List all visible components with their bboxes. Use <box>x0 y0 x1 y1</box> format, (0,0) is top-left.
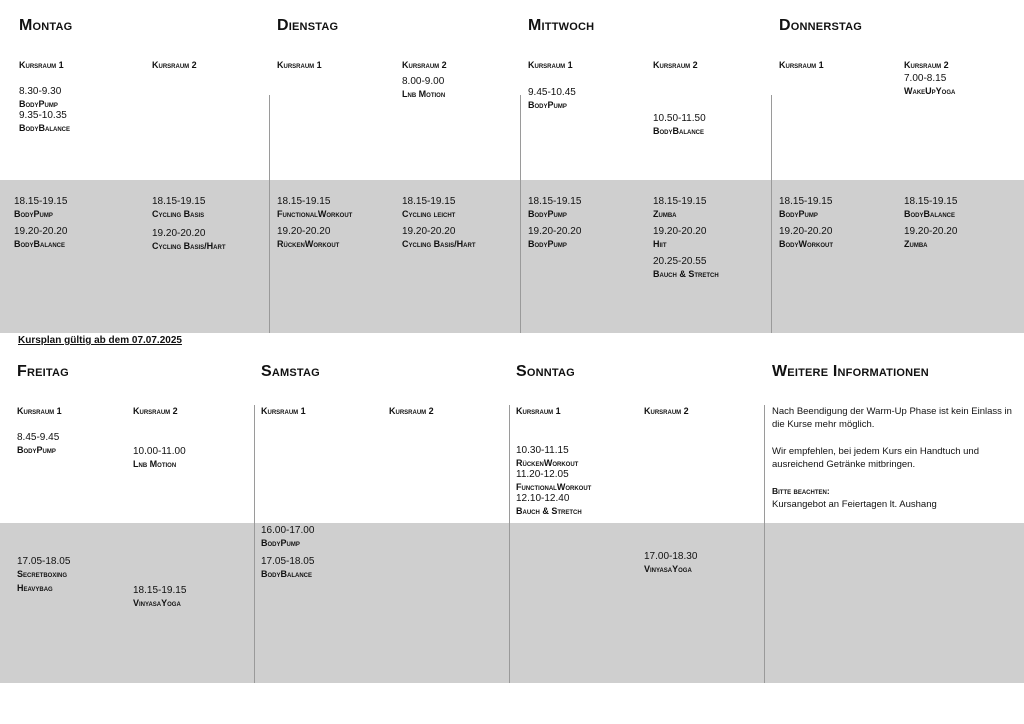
course-entry <box>14 226 67 250</box>
course-name: RückenWorkout <box>516 458 579 468</box>
course-name: Heavybag <box>17 583 53 593</box>
course-time: 9.45-10.45 <box>528 87 576 98</box>
course-name: Cycling Basis <box>152 209 205 219</box>
room-header-1: Kursraum 1 <box>277 60 322 70</box>
course-entry <box>402 76 445 100</box>
course-name: Lnb Motion <box>402 89 446 99</box>
room-header-2: Kursraum 2 <box>904 60 949 70</box>
course-entry <box>402 196 455 220</box>
course-time: 17.05-18.05 <box>261 556 315 567</box>
course-time: 19.20-20.20 <box>779 226 833 237</box>
course-name: BodyPump <box>528 100 567 110</box>
course-entry <box>528 87 576 111</box>
divider <box>269 95 270 333</box>
room-header-2: Kursraum 2 <box>402 60 447 70</box>
course-entry <box>779 226 833 250</box>
course-name: Zumba <box>653 209 677 219</box>
course-name: FunctionalWorkout <box>277 209 353 219</box>
course-entry <box>516 445 591 517</box>
course-name: Zumba <box>904 239 928 249</box>
info-towel-text: Wir empfehlen, bei jedem Kurs ein Handtuch und ausreichend Getränke mitbringen. <box>772 446 980 470</box>
course-entry <box>904 73 955 97</box>
course-entry <box>261 525 314 549</box>
course-time: 8.45-9.45 <box>17 432 60 443</box>
course-name: Secretboxing <box>17 569 68 579</box>
course-time: 10.30-11.15 <box>516 445 569 456</box>
room-header-1: Kursraum 1 <box>19 60 64 70</box>
course-entry <box>14 196 67 220</box>
course-name: BodyBalance <box>904 209 955 219</box>
course-time: 17.00-18.30 <box>644 551 698 562</box>
course-name: Bauch & Stretch <box>653 269 719 279</box>
divider <box>509 405 510 683</box>
course-time: 11.20-12.05 <box>516 469 569 480</box>
course-entry <box>152 228 226 252</box>
course-entry <box>133 585 186 609</box>
course-entry <box>19 86 70 134</box>
course-time: 12.10-12.40 <box>516 493 570 504</box>
room-header-1: Kursraum 1 <box>528 60 573 70</box>
course-time: 19.20-20.20 <box>904 226 958 237</box>
room-header-2: Kursraum 2 <box>389 406 434 416</box>
info-holiday-text: Kursangebot an Feiertagen lt. Aushang <box>772 499 937 510</box>
course-time: 19.20-20.20 <box>277 226 331 237</box>
course-entry <box>779 196 832 220</box>
course-name: Cycling Basis/Hart <box>152 241 226 251</box>
course-time: 19.20-20.20 <box>402 226 456 237</box>
info-warmup-text: Nach Beendigung der Warm-Up Phase ist kein Einlass in die Kurse mehr möglich. <box>772 406 1012 430</box>
divider <box>520 95 521 333</box>
course-name: BodyBalance <box>14 239 65 249</box>
room-header-1: Kursraum 1 <box>516 406 561 416</box>
course-time: 18.15-19.15 <box>904 196 958 207</box>
course-entry <box>528 226 581 250</box>
course-time: 18.15-19.15 <box>402 196 456 207</box>
room-header-1: Kursraum 1 <box>261 406 306 416</box>
info-title: Weitere Informationen <box>772 363 929 380</box>
course-time: 10.50-11.50 <box>653 113 706 124</box>
course-name: BodyBalance <box>653 126 704 136</box>
info-note-heading: Bitte beachten: <box>772 486 830 496</box>
course-entry <box>653 196 706 220</box>
course-time: 18.15-19.15 <box>152 196 206 207</box>
course-time: 18.15-19.15 <box>14 196 68 207</box>
course-name: RückenWorkout <box>277 239 340 249</box>
course-time: 8.30-9.30 <box>19 86 62 97</box>
course-name: Cycling Basis/Hart <box>402 239 476 249</box>
course-entry <box>17 432 59 456</box>
course-time: 9.35-10.35 <box>19 110 67 121</box>
course-entry <box>133 446 186 470</box>
course-entry <box>528 196 581 220</box>
room-header-2: Kursraum 2 <box>133 406 178 416</box>
divider <box>254 405 255 683</box>
course-entry <box>904 196 957 220</box>
course-time: 18.15-19.15 <box>528 196 582 207</box>
course-name: BodyPump <box>779 209 818 219</box>
course-name: BodyPump <box>261 538 300 548</box>
course-name: BodyPump <box>528 239 567 249</box>
course-entry <box>152 196 205 220</box>
course-entry <box>402 226 476 250</box>
room-header-1: Kursraum 1 <box>779 60 824 70</box>
course-time: 19.20-20.20 <box>653 226 707 237</box>
course-time: 19.20-20.20 <box>152 228 206 239</box>
course-name: BodyPump <box>14 209 53 219</box>
course-name: Hiit <box>653 239 667 249</box>
course-time: 8.00-9.00 <box>402 76 445 87</box>
course-entry <box>653 226 706 250</box>
course-name: BodyPump <box>17 445 56 455</box>
course-name: Bauch & Stretch <box>516 506 582 516</box>
course-name: BodyWorkout <box>779 239 833 249</box>
course-name: BodyPump <box>19 99 58 109</box>
course-entry <box>644 551 697 575</box>
course-name: VinyasaYoga <box>644 564 692 574</box>
course-time: 20.25-20.55 <box>653 256 707 267</box>
course-time: 18.15-19.15 <box>779 196 833 207</box>
course-time: 18.15-19.15 <box>277 196 331 207</box>
room-header-2: Kursraum 2 <box>152 60 197 70</box>
info-panel <box>772 405 1012 511</box>
day-title-dienstag: Dienstag <box>277 17 339 34</box>
day-title-freitag: Freitag <box>17 363 69 380</box>
course-entry <box>277 196 352 220</box>
course-time: 17.05-18.05 <box>17 556 71 567</box>
day-title-samstag: Samstag <box>261 363 320 380</box>
course-entry <box>653 256 719 280</box>
course-name: BodyBalance <box>261 569 312 579</box>
course-entry <box>904 226 957 250</box>
day-title-donnerstag: Donnerstag <box>779 17 863 34</box>
course-entry <box>17 556 70 594</box>
course-time: 16.00-17.00 <box>261 525 315 536</box>
room-header-2: Kursraum 2 <box>653 60 698 70</box>
course-name: FunctionalWorkout <box>516 482 592 492</box>
course-time: 19.20-20.20 <box>14 226 68 237</box>
course-time: 18.15-19.15 <box>133 585 187 596</box>
course-entry <box>277 226 339 250</box>
course-name: BodyBalance <box>19 123 70 133</box>
course-time: 18.15-19.15 <box>653 196 707 207</box>
room-header-2: Kursraum 2 <box>644 406 689 416</box>
course-time: 10.00-11.00 <box>133 446 186 457</box>
course-name: VinyasaYoga <box>133 598 181 608</box>
day-title-montag: Montag <box>19 17 73 34</box>
course-name: WakeUpYoga <box>904 86 956 96</box>
day-title-sonntag: Sonntag <box>516 363 575 380</box>
divider <box>771 95 772 333</box>
divider <box>764 405 765 683</box>
course-name: Lnb Motion <box>133 459 177 469</box>
course-name: BodyPump <box>528 209 567 219</box>
course-name: Cycling leicht <box>402 209 456 219</box>
course-entry <box>653 113 706 137</box>
valid-from-note: Kursplan gültig ab dem 07.07.2025 <box>18 335 182 346</box>
room-header-1: Kursraum 1 <box>17 406 62 416</box>
course-time: 7.00-8.15 <box>904 73 947 84</box>
course-time: 19.20-20.20 <box>528 226 582 237</box>
day-title-mittwoch: Mittwoch <box>528 17 595 34</box>
course-entry <box>261 556 314 580</box>
